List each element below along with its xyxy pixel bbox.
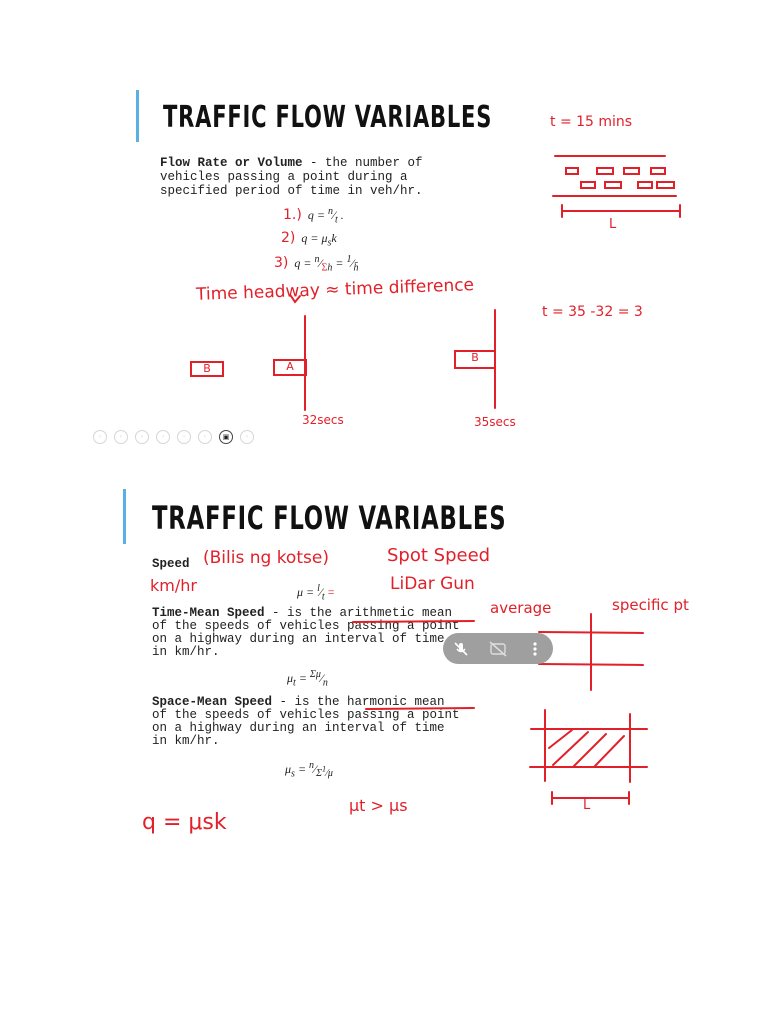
time-mean-speed-line-1: Time-Mean Speed - is the arithmetic mean <box>152 606 453 620</box>
speed-formula: $\mu = ^l⁄_t$ = <box>297 583 335 603</box>
vehicle-b-left: B <box>190 361 224 377</box>
time-mean-speed-line-3: on a highway during an interval of time <box>152 632 445 646</box>
time-mean-speed-formula: $\mu_t$ = $^{\Sigma\mu}⁄_n$ <box>287 669 328 689</box>
note-units: km/hr <box>150 576 197 595</box>
vehicle-a: A <box>273 359 307 376</box>
captions-off-icon[interactable] <box>487 638 509 660</box>
note-lidar: LiDar Gun <box>390 574 475 594</box>
time-mean-speed-line-2: of the speeds of vehicles passing a point <box>152 619 460 633</box>
slide-2-ink-sketches <box>0 480 768 860</box>
mic-off-icon[interactable] <box>450 638 472 660</box>
note-bilis: (Bilis ng kotse) <box>203 548 329 568</box>
viewer-icon[interactable]: ◦ <box>93 430 107 444</box>
viewer-icon-active[interactable]: ▣ <box>219 430 233 444</box>
media-controls-pill <box>443 633 553 664</box>
viewer-icon[interactable]: ◦ <box>135 430 149 444</box>
note-spot-speed: Spot Speed <box>387 545 491 566</box>
more-vert-icon[interactable] <box>524 638 546 660</box>
space-mean-speed-line-4: in km/hr. <box>152 734 220 748</box>
note-length-label: L <box>609 217 617 232</box>
note-headway: Time headway ≈ time difference <box>195 275 475 305</box>
flow-rate-definition-line-1: Flow Rate or Volume - the number of <box>160 156 423 170</box>
note-speed-compare: μt > μs <box>349 796 408 815</box>
note-time-b: 35secs <box>474 415 516 429</box>
flow-rate-definition-line-2: vehicles passing a point during a <box>160 170 408 184</box>
slide-2 <box>0 480 768 860</box>
viewer-icon[interactable]: ◦ <box>114 430 128 444</box>
flow-rate-term: Flow Rate or Volume <box>160 156 303 170</box>
note-average: average <box>490 599 552 617</box>
viewer-icon[interactable]: ◦ <box>177 430 191 444</box>
formula-2: 2) $q = \mu_sk$ <box>281 230 337 249</box>
viewer-toolbar <box>93 430 254 444</box>
space-mean-speed-formula: $\mu_s$ = $^n⁄_{\Sigma^1⁄\mu}$ <box>285 760 333 780</box>
flow-rate-definition-line-3: specified period of time in veh/hr. <box>160 184 423 198</box>
speed-term: Speed <box>152 557 190 571</box>
note-difference-calc: t = 35 -32 = 3 <box>542 304 643 320</box>
viewer-icon[interactable]: ◦ <box>240 430 254 444</box>
viewer-icon[interactable]: ◦ <box>198 430 212 444</box>
formula-3: 3) $q = ^n⁄_{\Sigma h}$ = $^1⁄_{h̄}$ <box>274 254 359 274</box>
slide-1-title: TRAFFIC FLOW VARIABLES <box>163 100 493 135</box>
time-mean-speed-line-4: in km/hr. <box>152 645 220 659</box>
viewer-icon[interactable]: ◦ <box>156 430 170 444</box>
slide-1-ink-sketches <box>0 0 768 460</box>
space-mean-speed-line-1: Space-Mean Speed - is the harmonic mean <box>152 695 445 709</box>
note-length-label: L <box>583 798 591 813</box>
slide-1 <box>0 0 768 460</box>
slide-2-title: TRAFFIC FLOW VARIABLES <box>152 499 507 537</box>
space-mean-speed-line-3: on a highway during an interval of time <box>152 721 445 735</box>
formula-1: 1.) $q = ^n⁄_t$ . <box>283 206 344 226</box>
note-time-period: t = 15 mins <box>550 114 633 130</box>
vehicle-b-right: B <box>454 350 496 369</box>
note-specific-pt: specific pt <box>612 596 689 614</box>
note-time-a: 32secs <box>302 413 344 427</box>
note-flow-equation: q = μsk <box>142 810 227 835</box>
space-mean-speed-line-2: of the speeds of vehicles passing a point <box>152 708 460 722</box>
